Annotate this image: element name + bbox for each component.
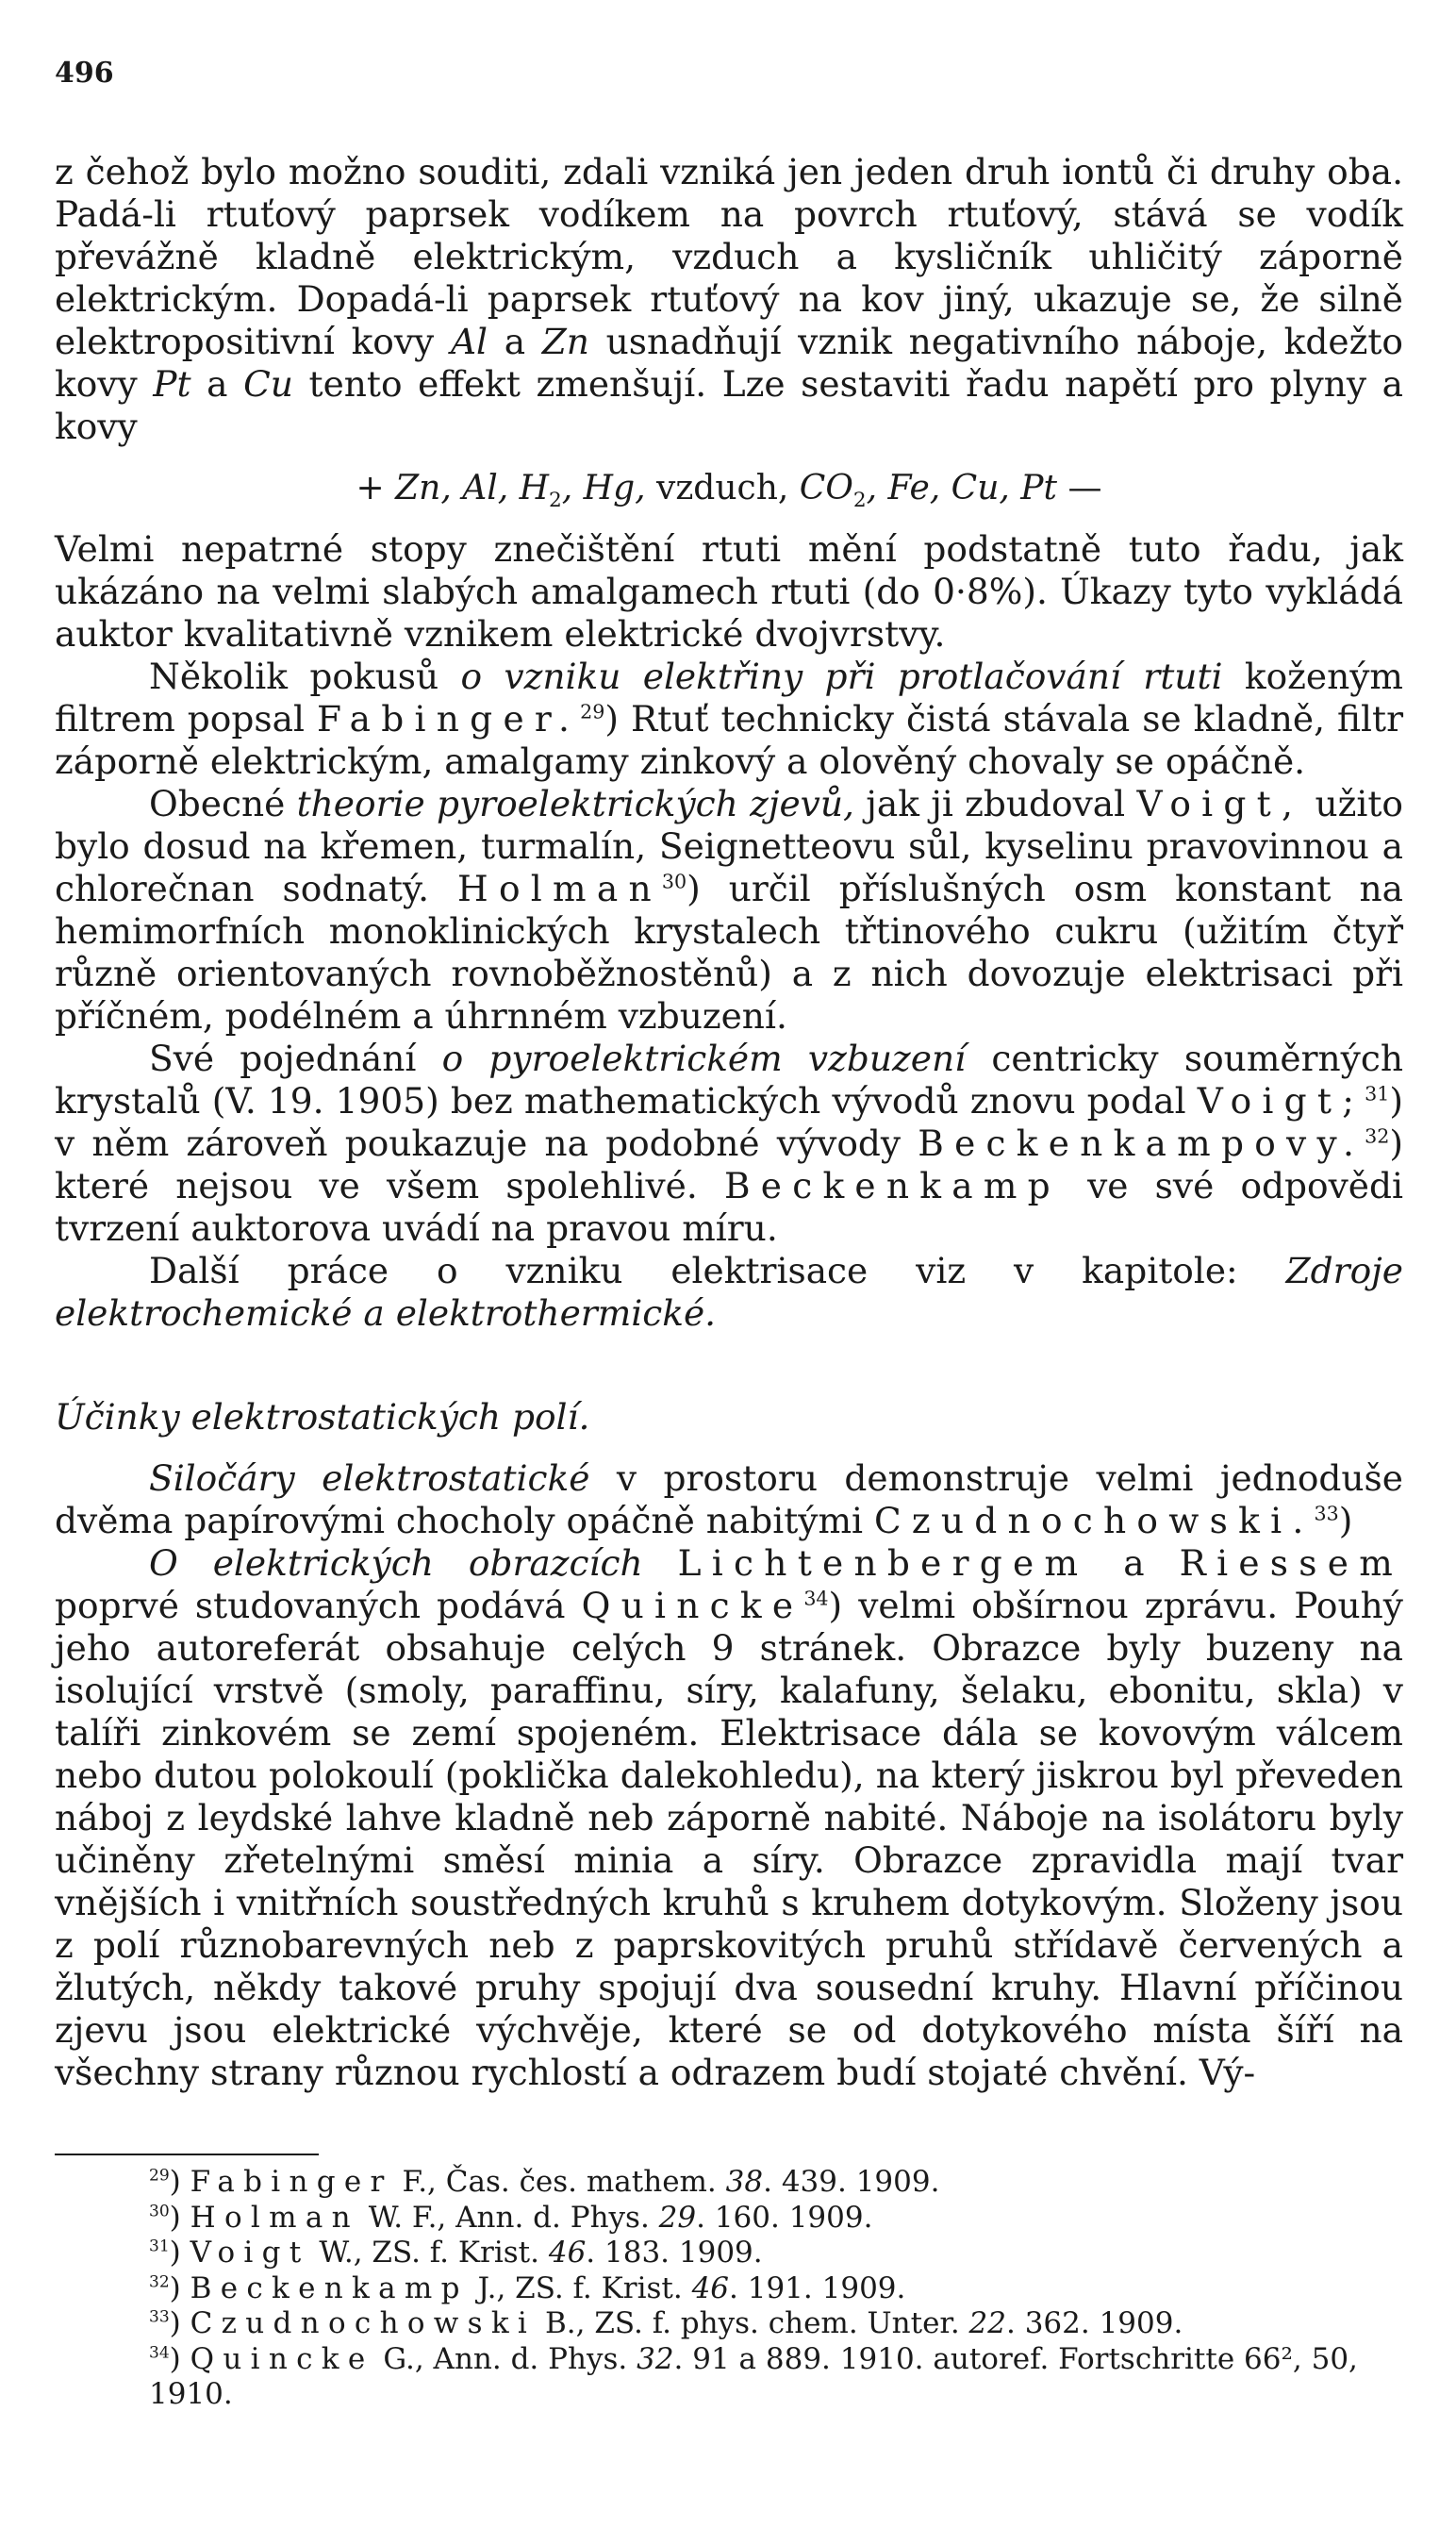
footnote-33: $^{33}$) Czudnochowski B., ZS. f. phys. chem. Unter. 22. 362. 1909.	[149, 2306, 1183, 2340]
paragraph-3: Několik pokusů o vzniku elektřiny při protlačování rtuti koženým filtrem popsal Fabinger.$^{29}$) Rtuť technicky čistá stávala se kladně, filtr záporně elektrickým, amalgamy zinkový a olověný chovaly se opáčně.	[55, 656, 1403, 782]
paragraph-8: O elektrických obrazcích Lichtenbergem a Riessem poprvé studovaných podává Quincke$^{34}$) velmi obšírnou zprávu. Pouhý jeho autoreferát obsahuje celých 9 stránek. Obrazce byly buzeny na isolující vrstvě (smoly, paraffinu, síry, kalafuny, šelaku, ebonitu, skla) v talíři zinkovém se zemí spojeném. Elektrisace dála se kovovým válcem nebo dutou polokoulí (poklička dalekohledu), na který jiskrou byl převeden náboj z leydské lahve kladně neb záporně nabité. Náboje na isolátoru byly učiněny zřetelnými směsí minia a síry. Obrazce zpravidla mají tvar vnějších i vnitřních soustředných kruhů s kruhem dotykovým. Složeny jsou z polí různobarevných neb z paprskovitých pruhů střídavě červených a žlutých, někdy takové pruhy spojují dva sousední kruhy. Hlavní příčinou zjevu jsou elektrické výchvěje, které se od dotykového místa šíří na všechny strany různou rychlostí a odrazem budí stojaté chvění. Vý-	[55, 1542, 1404, 2093]
voltage-series-formula: + Zn, Al, $H_2$, Hg, vzduch, $CO_2$, Fe, Cu, Pt —	[356, 469, 1102, 513]
paragraph-7: Siločáry elektrostatické v prostoru demonstruje velmi jednoduše dvěma papírovými chocholy opáčně nabitými Czudnochowski.$^{33}$)	[55, 1457, 1403, 1541]
footnote-32: $^{32}$) Beckenkamp J., ZS. f. Krist. 46. 191. 1909.	[149, 2270, 906, 2305]
page-number: 496	[55, 57, 114, 90]
footnote-divider	[55, 2154, 319, 2155]
section-heading: Účinky elektrostatických polí.	[55, 1396, 590, 1438]
footnote-34: $^{34}$) Quincke G., Ann. d. Phys. 32. 91 a 889. 1910. autoref. Fortschritte 66², 50, 1910.	[149, 2341, 1358, 2411]
footnotes	[55, 2165, 1403, 2413]
footnote-30: $^{30}$) Holman W. F., Ann. d. Phys. 29. 160. 1909.	[149, 2200, 873, 2235]
paragraph-6: Další práce o vzniku elektrisace viz v kapitole: Zdroje elektrochemické a elektrothermické.	[55, 1250, 1403, 1334]
paragraph-2: Velmi nepatrné stopy znečištění rtuti mění podstatně tuto řadu, jak ukázáno na velmi slabých amalgamech rtuti (do 0·8%). Úkazy tyto vykládá auktor kvalitativně vznikem elektrické dvojvrstvy.	[55, 528, 1403, 655]
footnote-29: $^{29}$) Fabinger F., Čas. čes. mathem. 38. 439. 1909.	[149, 2165, 940, 2199]
paragraph-1: z čehož bylo možno souditi, zdali vzniká jen jeden druh iontů či druhy oba. Padá-li rtuťový paprsek vodíkem na povrch rtuťový, stává se vodík převážně kladně elektrickým, vzduch a kysličník uhličitý záporně elektrickým. Dopadá-li paprsek rtuťový na kov jiný, ukazuje se, že silně elektropositivní kovy Al a Zn usnadňují vznik negativního náboje, kdežto kovy Pt a Cu tento effekt zmenšují. Lze sestaviti řadu napětí pro plyny a kovy	[55, 151, 1404, 447]
footnote-31: $^{31}$) Voigt W., ZS. f. Krist. 46. 183. 1909.	[149, 2236, 763, 2270]
paragraph-4: Obecné theorie pyroelektrických zjevů, jak ji zbudoval Voigt, užito bylo dosud na křemen, turmalín, Seignetteovu sůl, kyselinu pravovinnou a chlorečnan sodnatý. Holman$^{30}$) určil příslušných osm konstant na hemimorfních monoklinických krystalech třtinového cukru (užitím čtyř různě orientovaných rovnoběžnostěnů) a z nich dovozuje elektrisaci při příčném, podélném a úhrnném vzbuzení.	[55, 783, 1404, 1037]
paragraph-5: Své pojednání o pyroelektrickém vzbuzení centricky souměrných krystalů (V. 19. 1905) bez mathematických vývodů znovu podal Voigt;$^{31}$) v něm zároveň poukazuje na podobné vývody Beckenkampovy.$^{32}$) které nejsou ve všem spolehlivé. Beckenkamp ve své odpovědi tvrzení auktorova uvádí na pravou míru.	[55, 1038, 1403, 1249]
body-text	[55, 151, 1403, 2094]
